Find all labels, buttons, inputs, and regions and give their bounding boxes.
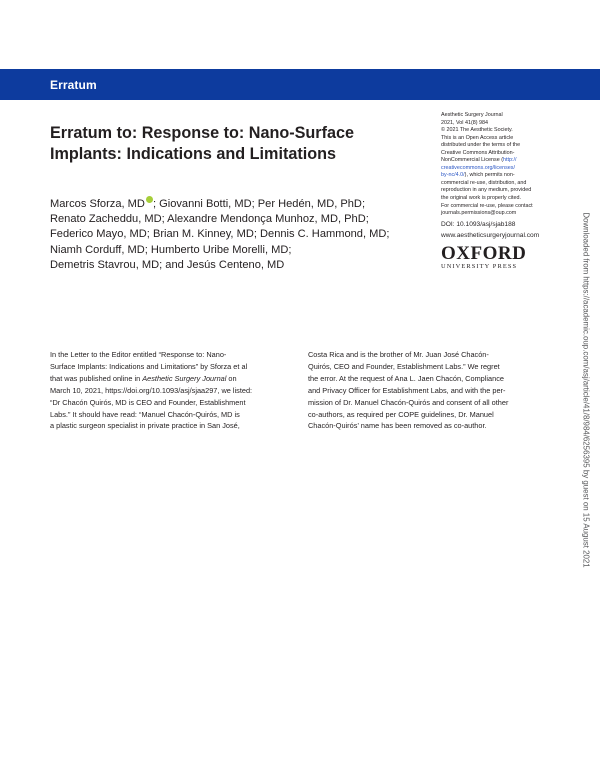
- journal-name-italic: Aesthetic Surgery Journal: [142, 373, 227, 383]
- body-column-left: [50, 349, 294, 432]
- author-line: Renato Zacheddu, MD; Alexandre Mendonça Munhoz, MD, PhD;: [50, 213, 369, 226]
- doi[interactable]: DOI: 10.1093/asj/sjab188: [441, 220, 516, 228]
- journal-website[interactable]: www.aestheticsurgeryjournal.com: [441, 232, 540, 240]
- university-press-label: UNIVERSITY PRESS: [441, 262, 518, 270]
- journal-volume: 2021, Vol 41(8) 984: [441, 119, 489, 126]
- orcid-icon[interactable]: [146, 196, 153, 203]
- license-link[interactable]: http://: [503, 157, 517, 164]
- license-line: distributed under the terms of the: [441, 142, 521, 149]
- title-line: Erratum to: Response to: Nano-Surface: [50, 124, 355, 142]
- body-line: Chacón-Quirós’ name has been removed as co-author.: [308, 421, 487, 431]
- body-line: “Dr Chacón Quirós, MD is CEO and Founder, Establishment: [50, 397, 246, 407]
- download-watermark: Downloaded from https://academic.oup.com/asj/article/41/8/984/6256395 by guest on 15 August 2021: [581, 212, 591, 568]
- body-line: a plastic surgeon specialist in private practice in San José,: [50, 421, 240, 431]
- title-line: Implants: Indications and Limitations: [50, 145, 337, 163]
- body-line: March 10, 2021, https://doi.org/10.1093/asj/sjaa297, we listed:: [50, 385, 253, 395]
- license-line: by-nc/4.0/), which permits non-: [441, 172, 515, 179]
- license-line: This is an Open Access article: [441, 134, 514, 141]
- author-list: [50, 196, 430, 273]
- journal-info-sidebar: [441, 112, 561, 271]
- license-line: Creative Commons Attribution-: [441, 149, 515, 156]
- license-line: NonCommercial License (http://: [441, 157, 517, 164]
- copyright-line: © 2021 The Aesthetic Society.: [441, 127, 513, 134]
- body-line: mission of Dr. Manuel Chacón-Quirós and consent of all other: [308, 397, 509, 407]
- journal-name: Aesthetic Surgery Journal: [441, 112, 503, 118]
- license-line: the original work is properly cited.: [441, 195, 521, 202]
- author-line: Demetris Stavrou, MD; and Jesús Centeno, MD: [50, 258, 285, 271]
- body-line: that was published online in Aesthetic Surgery Journal on: [50, 373, 237, 383]
- body-line: Surface Implants: Indications and Limitations” by Sforza et al: [50, 361, 248, 371]
- author-line: Federico Mayo, MD; Brian M. Kinney, MD; Dennis C. Hammond, MD;: [50, 228, 390, 241]
- section-banner: [0, 69, 600, 100]
- permissions-email[interactable]: journals.permissions@oup.com: [441, 210, 517, 217]
- license-line: For commercial re-use, please contact: [441, 202, 533, 209]
- body-line: Labs.” It should have read: “Manuel Chacón-Quirós, MD is: [50, 409, 240, 419]
- license-line: reproduction in any medium, provided: [441, 187, 532, 194]
- license-link[interactable]: by-nc/4.0/: [441, 172, 465, 179]
- oxford-logo: OXFORD: [441, 242, 527, 264]
- body-column-right: [308, 349, 552, 432]
- body-line: and Privacy Officer for Establishment Labs, and with the per-: [308, 385, 506, 395]
- body-line: Quirós, CEO and Founder, Establishment Labs.” We regret: [308, 361, 500, 371]
- author-line: Marcos Sforza, MD ; Giovanni Botti, MD; Per Hedén, MD, PhD;: [50, 198, 366, 210]
- author-line: Niamh Corduff, MD; Humberto Uribe Morelli, MD;: [50, 243, 292, 256]
- article-title: [50, 123, 390, 165]
- body-line: Costa Rica and is the brother of Mr. Juan José Chacón-: [308, 350, 489, 359]
- body-line: the error. At the request of Ana L. Jaen Chacón, Compliance: [308, 373, 504, 383]
- body-line: co-authors, as required per COPE guidelines, Dr. Manuel: [308, 409, 494, 419]
- body-line: In the Letter to the Editor entitled “Response to: Nano-: [50, 350, 227, 359]
- section-label: Erratum: [50, 78, 97, 92]
- license-link[interactable]: creativecommons.org/licenses/: [441, 164, 516, 171]
- license-line: commercial re-use, distribution, and: [441, 179, 527, 186]
